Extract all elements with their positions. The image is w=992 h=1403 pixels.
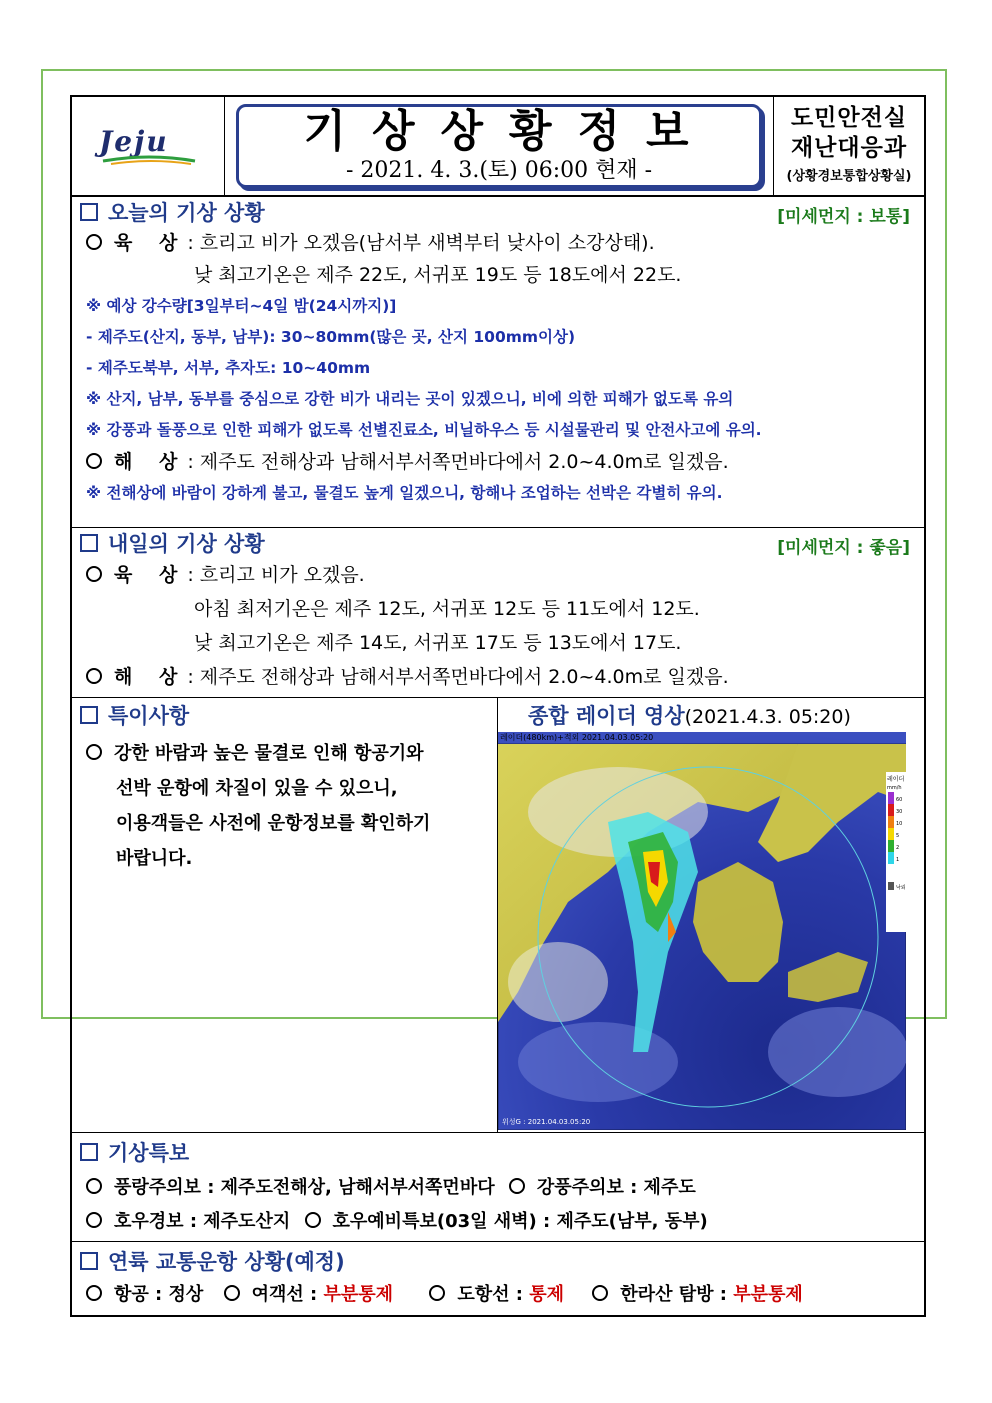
heavy-rain-warning: 호우경보 : 제주도산지 <box>114 1211 291 1232</box>
tomorrow-fine-dust: [미세먼지 : 좋음] <box>777 538 910 558</box>
today-note: - 제주도(산지, 동부, 남부): 30~80mm(많은 곳, 산지 100mm이상) <box>86 328 576 346</box>
today-fine-dust: [미세먼지 : 보통] <box>777 207 910 227</box>
traffic-title: 연륙 교통운항 상황(예정) <box>108 1250 345 1274</box>
weather-bulletin <box>70 95 926 1317</box>
today-sea-text: : 제주도 전해상과 남해서부서쪽먼바다에서 2.0~4.0m로 일겠음. <box>187 451 729 473</box>
circle-bullet-icon <box>592 1285 608 1301</box>
logo-swoosh-icon <box>101 155 197 165</box>
land-label: 육 상 <box>114 232 188 254</box>
radar-title: 종합 레이더 영상 <box>528 704 685 728</box>
radar-heading <box>528 700 851 730</box>
air-label: 항공 : <box>114 1284 169 1305</box>
legend-value: 60 <box>896 797 903 803</box>
today-weather-section <box>72 197 924 528</box>
today-sea-line <box>72 446 924 478</box>
checkbox-square-icon <box>80 706 98 724</box>
legend-swatch <box>888 852 894 864</box>
special-line-text: 강한 바람과 높은 물결로 인해 항공기와 <box>114 743 424 764</box>
tomorrow-land-line <box>72 558 924 592</box>
special-line <box>86 736 497 771</box>
tomorrow-land-text: : 흐리고 비가 오겠음. <box>187 564 365 586</box>
today-note: ※ 산지, 남부, 동부를 중심으로 강한 비가 내리는 곳이 있겠으니, 비에 의한 피해가 없도록 유의 <box>86 390 734 408</box>
checkbox-square-icon <box>80 1252 98 1270</box>
island-ferry-status: 통제 <box>529 1284 565 1305</box>
today-note: ※ 강풍과 돌풍으로 인한 피해가 없도록 선별진료소, 비닐하우스 등 시설물관리 및 안전사고에 유의. <box>86 421 762 439</box>
tomorrow-title: 내일의 기상 상황 <box>108 532 265 556</box>
today-title: 오늘의 기상 상황 <box>108 201 265 225</box>
legend-swatch <box>888 840 894 852</box>
today-land-text: : 흐리고 비가 오겠음(남서부 새벽부터 낮사이 소강상태). <box>187 232 655 254</box>
legend-value: 2 <box>896 845 900 851</box>
legend-swatch <box>888 804 894 816</box>
circle-bullet-icon <box>86 453 102 469</box>
special-notes <box>72 698 498 1132</box>
legend-title: 레이더 <box>887 776 905 783</box>
circle-bullet-icon <box>86 1178 102 1194</box>
bulletin-header <box>72 97 924 197</box>
special-heading <box>72 698 497 732</box>
circle-bullet-icon <box>224 1285 240 1301</box>
legend-lightning: 낙뢰 <box>896 885 906 891</box>
special-title: 특이사항 <box>108 704 190 728</box>
traffic-line <box>72 1280 924 1310</box>
sea-label: 해 상 <box>114 451 188 473</box>
transport-status-section <box>72 1242 924 1315</box>
division-name: 재난대응과 <box>790 135 908 161</box>
today-note: - 제주도북부, 서부, 추자도: 10~40mm <box>86 359 371 377</box>
radar-map-image <box>498 732 906 1130</box>
checkbox-square-icon <box>80 203 98 221</box>
circle-bullet-icon <box>86 744 102 760</box>
legend-value: 10 <box>896 821 903 827</box>
hallasan-label: 한라산 탐방 : <box>620 1284 734 1305</box>
land-label: 육 상 <box>114 564 188 586</box>
logo-cell <box>72 97 225 195</box>
legend-value: 30 <box>896 809 903 815</box>
legend-swatch <box>888 792 894 804</box>
department-cell <box>774 97 924 195</box>
radar-footer: 위성G : 2021.04.03.05:20 <box>502 1118 591 1126</box>
tomorrow-sea-line <box>72 660 924 694</box>
special-line: 바랍니다. <box>116 848 193 869</box>
island-ferry-label: 도항선 : <box>457 1284 530 1305</box>
jeju-logo <box>93 121 203 171</box>
circle-bullet-icon <box>86 1285 102 1301</box>
today-note: ※ 예상 강수량[3일부터~4일 밤(24시까지)] <box>86 297 397 315</box>
office-name: (상황경보통합상황실) <box>786 169 912 184</box>
high-seas-advisory: 풍랑주의보 : 제주도전해상, 남해서부서쪽먼바다 <box>114 1177 495 1198</box>
tomorrow-low-temp: 아침 최저기온은 제주 12도, 서귀포 12도 등 11도에서 12도. <box>194 598 700 620</box>
heavy-rain-preliminary: 호우예비특보(03일 새벽) : 제주도(남부, 동부) <box>332 1211 708 1232</box>
today-sea-note: ※ 전해상에 바람이 강하게 불고, 물결도 높게 일겠으니, 항해나 조업하는 선박은 각별히 유의. <box>86 484 723 502</box>
department-name: 도민안전실 <box>790 105 908 131</box>
circle-bullet-icon <box>86 668 102 684</box>
warnings-title: 기상특보 <box>108 1141 190 1165</box>
legend-unit: mm/h <box>887 785 902 791</box>
hallasan-status: 부분통제 <box>733 1284 803 1305</box>
special-line: 이용객들은 사전에 운항정보를 확인하기 <box>116 813 431 834</box>
legend-value: 5 <box>896 833 900 839</box>
ferry-label: 여객선 : <box>251 1284 324 1305</box>
traffic-heading <box>72 1242 924 1280</box>
special-text <box>72 732 497 876</box>
title-cell <box>225 97 774 195</box>
legend-value: 1 <box>896 857 900 863</box>
special-notes-section <box>72 698 924 1133</box>
checkbox-square-icon <box>80 534 98 552</box>
warnings-heading <box>72 1133 924 1171</box>
title-box <box>236 104 762 188</box>
checkbox-square-icon <box>80 1143 98 1161</box>
warning-line <box>72 1205 924 1239</box>
radar-caption: 레이더(480km)+적외 2021.04.03.05:20 <box>500 733 654 742</box>
circle-bullet-icon <box>86 1212 102 1228</box>
legend-swatch <box>888 816 894 828</box>
air-status: 정상 <box>168 1284 204 1305</box>
circle-bullet-icon <box>86 566 102 582</box>
circle-bullet-icon <box>429 1285 445 1301</box>
legend-swatch <box>888 828 894 840</box>
today-land-line <box>72 227 924 259</box>
legend-swatch <box>888 882 894 890</box>
tomorrow-weather-section <box>72 528 924 698</box>
circle-bullet-icon <box>86 234 102 250</box>
wind-advisory: 강풍주의보 : 제주도 <box>536 1177 696 1198</box>
radar-panel <box>498 698 924 1132</box>
circle-bullet-icon <box>305 1212 321 1228</box>
warning-line <box>72 1171 924 1205</box>
page-subtitle: - 2021. 4. 3.(토) 06:00 현재 - <box>345 158 653 183</box>
weather-warnings-section <box>72 1133 924 1242</box>
sea-label: 해 상 <box>114 666 188 688</box>
circle-bullet-icon <box>509 1178 525 1194</box>
tomorrow-high-temp: 낮 최고기온은 제주 14도, 서귀포 17도 등 13도에서 17도. <box>194 632 682 654</box>
logo-text: Jeju <box>99 125 169 158</box>
special-line: 선박 운항에 차질이 있을 수 있으니, <box>116 778 398 799</box>
radar-time: (2021.4.3. 05:20) <box>684 706 851 728</box>
today-land-temp: 낮 최고기온은 제주 22도, 서귀포 19도 등 18도에서 22도. <box>194 264 682 286</box>
radar-image <box>498 732 906 1130</box>
ferry-status: 부분통제 <box>323 1284 394 1305</box>
page-title: 기상상황정보 <box>303 106 715 157</box>
tomorrow-sea-text: : 제주도 전해상과 남해서부서쪽먼바다에서 2.0~4.0m로 일겠음. <box>187 666 729 688</box>
